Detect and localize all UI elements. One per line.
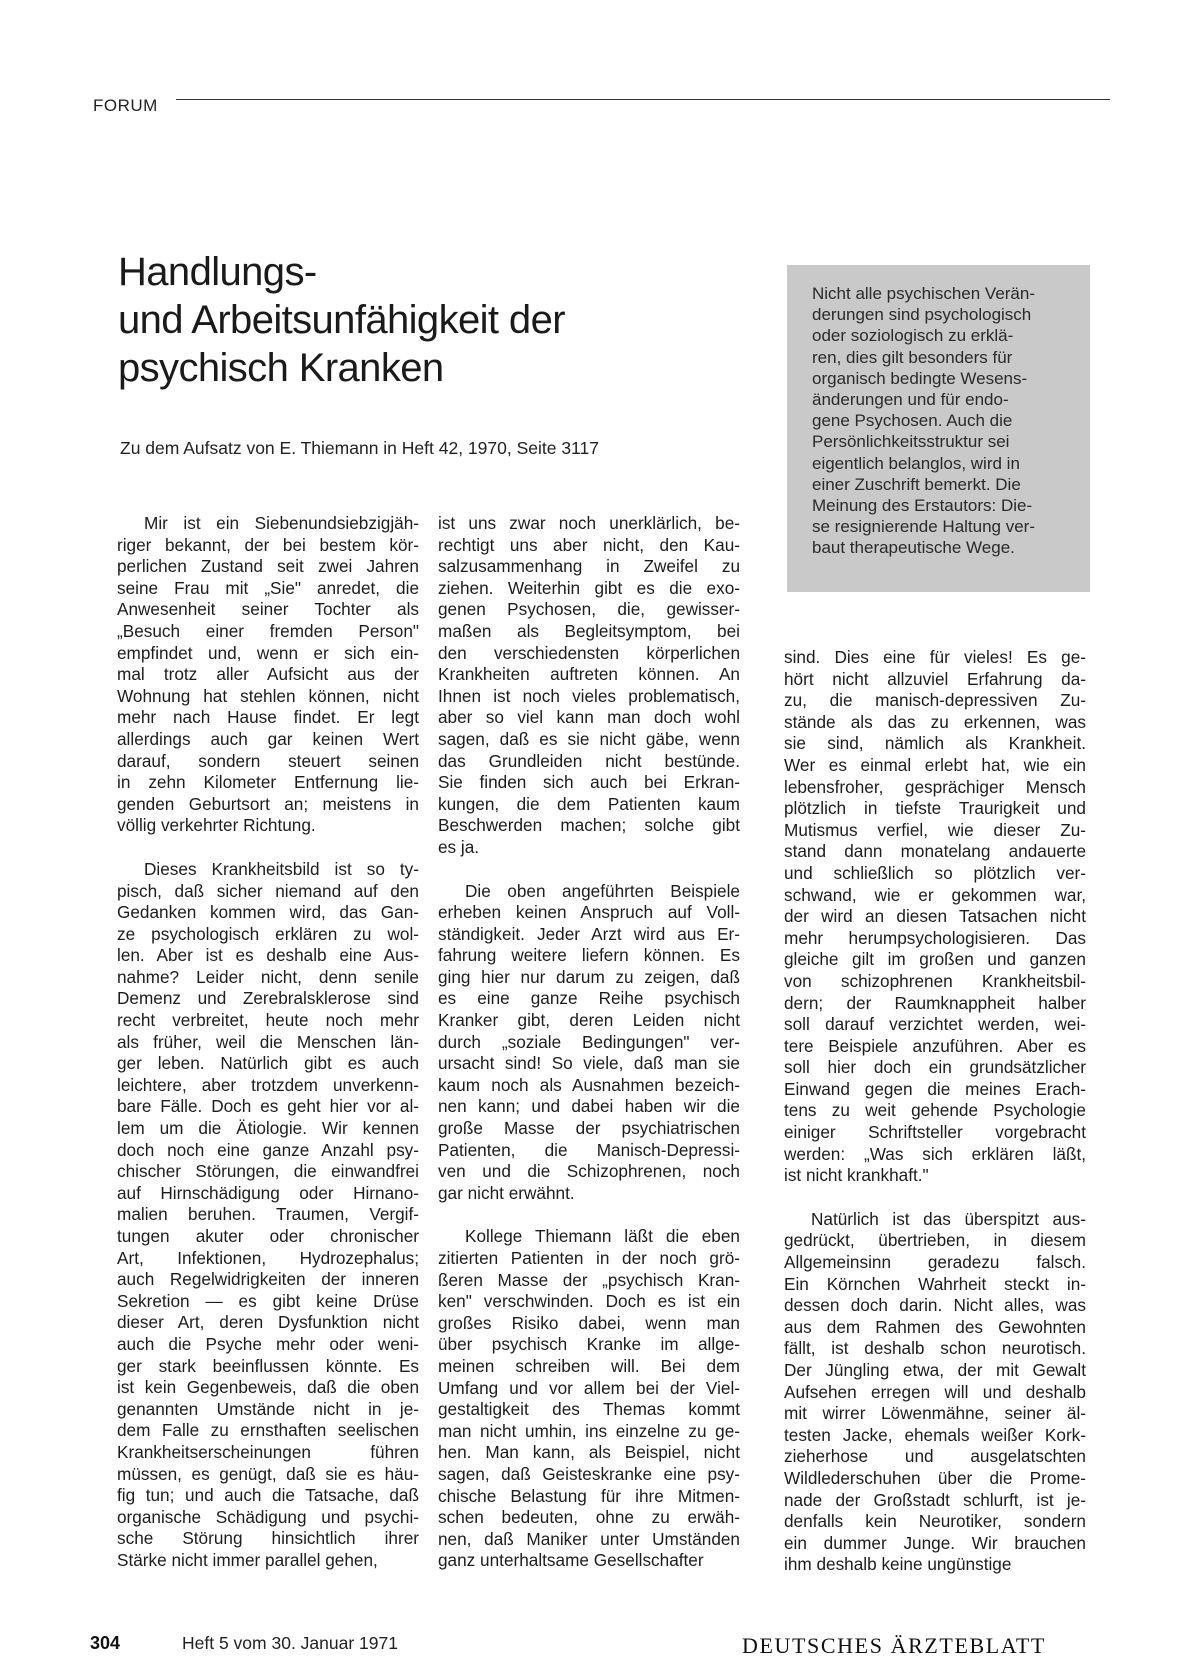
issue-info: Heft 5 vom 30. Januar 1971 <box>182 1633 398 1653</box>
text-line: denfalls kein Neurotiker, sondern <box>784 1511 1086 1532</box>
journal-name: DEUTSCHES ÄRZTEBLATT <box>742 1633 1046 1658</box>
text-line: ihm deshalb keine ungünstige <box>784 1554 1012 1575</box>
text-column-3 <box>784 647 1086 1598</box>
text-line: ger stark beeinflussen könnte. Es <box>117 1355 419 1376</box>
text-line: ging hier nur darum zu zeigen, daß <box>438 966 740 987</box>
text-line: schwand, wie er gekommen war, <box>784 884 1086 905</box>
text-line: Stärke nicht immer parallel gehen, <box>117 1549 378 1570</box>
text-line: Ein Körnchen Wahrheit steckt in- <box>784 1273 1086 1294</box>
text-line: perlichen Zustand seit zwei Jahren <box>117 556 419 577</box>
text-line: pisch, daß sicher niemand auf den <box>117 880 419 901</box>
text-line: allerdings auch gar keinen Wert <box>117 728 419 749</box>
text-line: soll hier doch ein grundsätzlicher <box>784 1057 1086 1078</box>
text-line: es eine ganze Reihe psychisch <box>438 988 740 1009</box>
text-line: kungen, die dem Patienten kaum <box>438 793 740 814</box>
text-line: nen, daß Maniker unter Umständen <box>438 1528 740 1549</box>
text-line: mal trotz aller Aufsicht aus der <box>117 664 419 685</box>
text-line: meinen schreiben will. Bei dem <box>438 1355 740 1376</box>
page-number: 304 <box>90 1633 121 1653</box>
text-line: nen kann; und dabei haben wir die <box>438 1096 740 1117</box>
text-line: recht verbreitet, heute noch mehr <box>117 1010 419 1031</box>
text-line: malien beruhen. Traumen, Vergif- <box>117 1204 419 1225</box>
text-line: gar nicht erwähnt. <box>438 1182 575 1203</box>
text-line: sind. Dies eine für vieles! Es ge- <box>784 647 1086 667</box>
text-line: Umfang und vor allem bei der Viel- <box>438 1377 740 1398</box>
text-line: empfindet und, wenn er sich ein- <box>117 642 419 663</box>
text-line: Wer es einmal erlebt hat, wie ein <box>784 754 1086 775</box>
text-line: nahme? Leider nicht, denn senile <box>117 966 419 987</box>
text-line: ursacht sind! So viele, daß man sie <box>438 1053 740 1074</box>
text-line: „Besuch einer fremden Person" <box>117 620 419 641</box>
header-rule <box>176 99 1110 100</box>
text-line: mehr herumpsychologisieren. Das <box>784 927 1086 948</box>
pullquote-line: gene Psychosen. Auch die <box>812 411 1013 431</box>
text-line: chischer Störungen, die einwandfrei <box>117 1161 419 1182</box>
pullquote-line: Meinung des Erstautors: Die- <box>812 496 1033 516</box>
text-line: tungen akuter oder chronischer <box>117 1226 419 1246</box>
text-line: Wohnung hat stehlen können, nicht <box>117 685 419 706</box>
text-line: sie sind, nämlich als Krankheit. <box>784 733 1086 754</box>
text-line: aus dem Rahmen des Gewohnten <box>784 1316 1086 1337</box>
title-line: psychisch Kranken <box>118 346 444 390</box>
text-line: Art, Infektionen, Hydrozephalus; <box>117 1247 419 1268</box>
section-label: FORUM <box>93 96 158 115</box>
text-line: auch die Psyche mehr oder weni- <box>117 1333 419 1354</box>
text-line: tere Beispiele anzuführen. Aber es <box>784 1035 1086 1056</box>
text-line: Dieses Krankheitsbild ist so ty- <box>144 858 419 879</box>
text-line: mit wirrer Löwenmähne, seiner äl- <box>784 1403 1086 1424</box>
text-line: rechtigt uns aber nicht, den Kau- <box>438 534 740 555</box>
text-line: über psychisch Kranke im allge- <box>438 1334 740 1355</box>
text-line: fig tun; und auch die Tatsache, daß <box>117 1485 419 1506</box>
text-line: maßen als Begleitsymptom, bei <box>438 620 740 641</box>
pullquote-line: einer Zuschrift bemerkt. Die <box>812 474 1021 494</box>
text-line: Ihnen ist noch vieles problematisch, <box>438 685 740 706</box>
pullquote-line: eigentlich belanglos, wird in <box>812 453 1020 473</box>
text-line: zu, die manisch-depressiven Zu- <box>784 690 1086 711</box>
text-line: durch „soziale Bedingungen" ver- <box>438 1031 740 1052</box>
text-line: ist kein Gegenbeweis, daß die oben <box>117 1377 419 1398</box>
text-line: lem um die Ätiologie. Wir kennen <box>117 1118 419 1139</box>
text-line: ze psychologisch erklären zu wol- <box>117 923 419 944</box>
text-line: fahrung weitere liefern können. Es <box>438 945 740 966</box>
text-line: Allgemeinsinn geradezu falsch. <box>784 1252 1086 1273</box>
text-line: man nicht umhin, ins einzelne zu ge- <box>438 1420 740 1441</box>
text-line: len. Aber ist es deshalb eine Aus- <box>117 945 419 966</box>
pullquote-line: derungen sind psychologisch <box>812 305 1032 325</box>
text-line: Einwand gegen die meines Erach- <box>784 1078 1086 1099</box>
text-line: von schizophrenen Krankheitsbil- <box>784 970 1086 991</box>
text-line: großes Risiko dabei, wenn man <box>438 1312 740 1333</box>
text-line: gedrückt, übertrieben, in diesem <box>784 1230 1086 1251</box>
text-line: schen bedeuten, ohne zu erwäh- <box>438 1507 740 1528</box>
text-line: Demenz und Zerebralsklerose sind <box>117 988 419 1009</box>
text-line: Mutismus verfiel, wie dieser Zu- <box>784 819 1086 840</box>
text-line: Aufsehen erregen will und deshalb <box>784 1381 1086 1402</box>
text-line: Sekretion — es gibt keine Drüse <box>117 1290 419 1311</box>
text-line: gleiche gilt im großen und ganzen <box>784 949 1086 970</box>
text-line: Patienten, die Manisch-Depressi- <box>438 1139 740 1160</box>
text-line: Krankheiten auftreten können. An <box>438 664 740 685</box>
text-line: mehr nach Hause findet. Er legt <box>117 707 419 728</box>
text-line: Gedanken kommen wird, das Gan- <box>117 902 419 923</box>
text-line: chische Belastung für ihre Mitmen- <box>438 1485 740 1506</box>
text-line: Die oben angeführten Beispiele <box>465 880 740 901</box>
text-column-2 <box>438 513 740 1594</box>
paragraph <box>784 647 1086 1187</box>
text-column-1 <box>117 513 419 1594</box>
text-line: fällt, ist deshalb schon neurotisch. <box>784 1338 1086 1359</box>
paragraph <box>438 881 740 1205</box>
text-line: plötzlich in tiefste Traurigkeit und <box>784 798 1086 819</box>
text-line: stand dann monatelang andauerte <box>784 841 1086 862</box>
text-line: genen Psychosen, die, gewisser- <box>438 599 740 620</box>
text-line: leichtere, aber trotzdem unverkenn- <box>117 1074 419 1095</box>
paragraph <box>117 513 419 837</box>
text-line: lebensfroher, gesprächiger Mensch <box>784 776 1086 797</box>
text-line: genannten Umstände nicht in je- <box>117 1398 419 1419</box>
text-line: organische Schädigung und psychi- <box>117 1506 419 1527</box>
paragraph <box>438 1226 740 1572</box>
text-line: werden: „Was sich erklären läßt, <box>784 1143 1086 1164</box>
text-line: Krankheitserscheinungen führen <box>117 1441 419 1462</box>
text-line: ßeren Masse der „psychisch Kran- <box>438 1269 740 1290</box>
text-line: ger leben. Natürlich gibt es auch <box>117 1053 419 1074</box>
text-line: ständigkeit. Jeder Arzt wird aus Er- <box>438 923 740 944</box>
text-line: dessen doch darin. Nicht alles, was <box>784 1295 1086 1316</box>
text-line: auf Hirnschädigung oder Hirnano- <box>117 1182 419 1203</box>
text-line: testen Jacke, ehemals weißer Kork- <box>784 1424 1086 1445</box>
text-line: zieherhose und ausgelatschten <box>784 1446 1086 1467</box>
text-line: Mir ist ein Siebenundsiebzigjäh- <box>144 513 419 533</box>
text-line: kaum noch als Ausnahmen bezeich- <box>438 1074 740 1095</box>
text-line: tens zu weit gehende Psychologie <box>784 1100 1086 1121</box>
text-line: ist nicht krankhaft." <box>784 1165 929 1186</box>
text-line: sche Störung hinsichtlich ihrer <box>117 1528 419 1549</box>
text-line: einiger Schriftsteller vorgebracht <box>784 1122 1086 1143</box>
title-line: Handlungs- <box>118 250 317 294</box>
text-line: Der Jüngling etwa, der mit Gewalt <box>784 1360 1086 1380</box>
paragraph <box>117 859 419 1572</box>
text-line: große Masse der psychiatrischen <box>438 1118 740 1139</box>
text-line: in zehn Kilometer Entfernung lie- <box>117 772 419 793</box>
article-title <box>118 248 738 392</box>
text-line: soll darauf verzichtet werden, wei- <box>784 1014 1086 1035</box>
text-line: auch Regelwidrigkeiten der inneren <box>117 1269 419 1290</box>
text-line: dieser Art, deren Dysfunktion nicht <box>117 1312 419 1333</box>
pullquote-line: Nicht alle psychischen Verän- <box>812 284 1036 303</box>
pullquote-line: oder soziologisch zu erklä- <box>812 326 1014 346</box>
title-line: und Arbeitsunfähigkeit der <box>118 298 565 342</box>
text-line: sagen, daß Geisteskranke eine psy- <box>438 1463 740 1484</box>
text-line: sagen, daß es sie nicht gäbe, wenn <box>438 728 740 749</box>
text-line: hen. Man kann, als Beispiel, nicht <box>438 1442 740 1463</box>
text-line: Beschwerden machen; solche gibt <box>438 815 740 836</box>
text-line: und schließlich so plötzlich ver- <box>784 862 1086 883</box>
text-line: der wird an diesen Tatsachen nicht <box>784 906 1086 927</box>
text-line: riger bekannt, der bei bestem kör- <box>117 534 419 555</box>
pullquote-box <box>787 265 1090 592</box>
text-line: bare Fälle. Doch es geht hier vor al- <box>117 1096 419 1117</box>
text-line: das Grundleiden nicht bestünde. <box>438 750 740 771</box>
text-line: als früher, weil die Menschen län- <box>117 1031 419 1052</box>
text-line: müssen, es genügt, daß sie es häu- <box>117 1463 419 1484</box>
text-line: ganz unterhaltsame Gesellschafter <box>438 1550 704 1571</box>
text-line: Sie finden sich auch bei Erkran- <box>438 772 740 793</box>
pullquote-line: se resignierende Haltung ver- <box>812 517 1036 537</box>
text-line: völlig verkehrter Richtung. <box>117 815 316 836</box>
text-line: doch noch eine ganze Anzahl psy- <box>117 1139 419 1160</box>
text-line: stände als das zu erkennen, was <box>784 711 1086 732</box>
text-line: ziehen. Weiterhin gibt es die exo- <box>438 577 740 598</box>
text-line: salzusammenhang in Zweifel zu <box>438 556 740 577</box>
text-line: es ja. <box>438 836 480 857</box>
text-line: Kranker gibt, deren Leiden nicht <box>438 1010 740 1031</box>
text-line: hört nicht allzuviel Erfahrung da- <box>784 668 1086 689</box>
text-line: Anwesenheit seiner Tochter als <box>117 599 419 620</box>
text-line: ist uns zwar noch unerklärlich, be- <box>438 513 740 533</box>
text-line: Natürlich ist das überspitzt aus- <box>811 1208 1086 1229</box>
pullquote-line: baut therapeutische Wege. <box>812 538 1015 558</box>
text-line: dem Falle zu ernsthaften seelischen <box>117 1420 419 1441</box>
pullquote-line: Persönlichkeitsstruktur sei <box>812 432 1010 452</box>
text-line: ken" verschwinden. Doch es ist ein <box>438 1291 740 1312</box>
text-line: ven und die Schizophrenen, noch <box>438 1161 740 1182</box>
text-line: den verschiedensten körperlichen <box>438 642 740 663</box>
article-subtitle: Zu dem Aufsatz von E. Thiemann in Heft 42, 1970, Seite 3117 <box>120 438 599 458</box>
text-line: erheben keinen Anspruch auf Voll- <box>438 902 740 923</box>
pullquote-line: änderungen und für endo- <box>812 390 1009 410</box>
text-line: aber so viel kann man doch wohl <box>438 707 740 728</box>
text-line: genden Geburtsort an; meistens in <box>117 793 419 814</box>
text-line: nade der Großstadt schlurft, ist je- <box>784 1489 1086 1510</box>
text-line: Wildlederschuhen über die Prome- <box>784 1467 1086 1488</box>
text-line: Kollege Thiemann läßt die eben <box>465 1226 740 1247</box>
text-line: darauf, sondern steuert seinen <box>117 750 419 771</box>
text-line: gestaltigkeit des Themas kommt <box>438 1399 740 1420</box>
text-line: seine Frau mit „Sie" anredet, die <box>117 577 419 598</box>
text-line: dern; der Raumknappheit halber <box>784 992 1086 1013</box>
pullquote-line: ren, dies gilt besonders für <box>812 347 1013 367</box>
paragraph <box>784 1209 1086 1576</box>
paragraph <box>438 513 740 859</box>
text-line: zitierten Patienten in der noch grö- <box>438 1248 740 1268</box>
pullquote-line: organisch bedingte Wesens- <box>812 368 1028 388</box>
text-line: ein dummer Junge. Wir brauchen <box>784 1532 1086 1553</box>
